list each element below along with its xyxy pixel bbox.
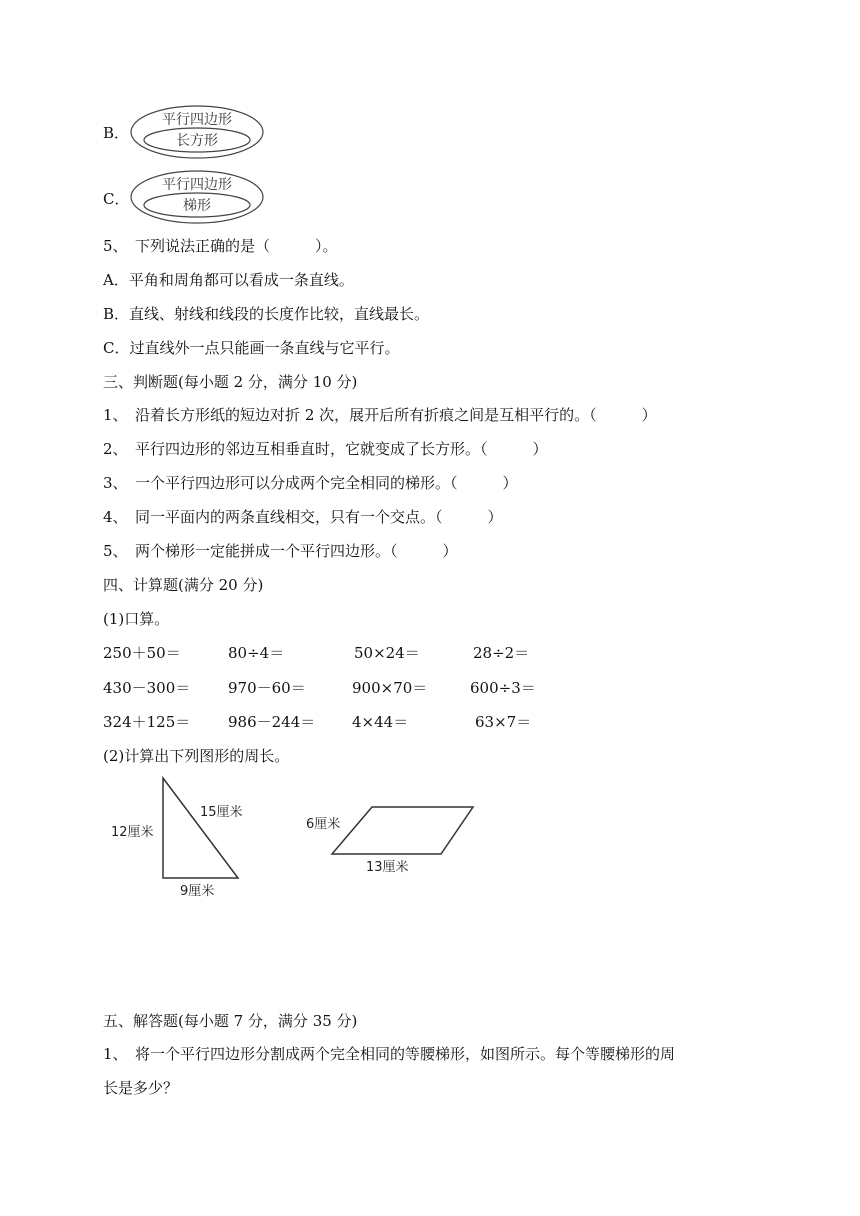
calc-cell: 900×70＝ xyxy=(352,679,428,697)
right-triangle xyxy=(163,778,238,878)
parallelogram xyxy=(332,807,473,854)
section4-title: 四、计算题(满分 20 分) xyxy=(103,576,264,594)
triangle-hyp-label: 15厘米 xyxy=(200,805,243,820)
calc-cell: 28÷2＝ xyxy=(473,644,530,662)
perimeter-figures xyxy=(100,770,500,910)
section3-item-1: 1、 沿着长方形纸的短边对折 2 次，展开后所有折痕之间是互相平行的。（ ） xyxy=(103,406,657,424)
triangle-bottom-label: 9厘米 xyxy=(180,884,215,899)
parallelogram-bottom-label: 13厘米 xyxy=(366,860,409,875)
parallelogram-left-label: 6厘米 xyxy=(306,817,341,832)
calc-cell: 970－60＝ xyxy=(228,679,306,697)
calc-cell: 430－300＝ xyxy=(103,679,191,697)
q5-choice-a: A．平角和周角都可以看成一条直线。 xyxy=(103,271,354,289)
option-b-inner-label: 长方形 xyxy=(176,133,218,149)
calc-cell: 324＋125＝ xyxy=(103,713,191,731)
section5-q1-line2: 长是多少？ xyxy=(103,1079,179,1097)
section3-title: 三、判断题(每小题 2 分，满分 10 分) xyxy=(103,373,358,391)
section3-item-3: 3、 一个平行四边形可以分成两个完全相同的梯形。（ ） xyxy=(103,474,518,492)
section3-item-5: 5、 两个梯形一定能拼成一个平行四边形。（ ） xyxy=(103,542,458,560)
option-b-diagram xyxy=(130,104,266,160)
option-b-letter: B． xyxy=(103,124,130,142)
q5-stem: 5、 下列说法正确的是（ ）。 xyxy=(103,237,338,255)
q5-choice-c: C．过直线外一点只能画一条直线与它平行。 xyxy=(103,339,400,357)
option-b-outer-label: 平行四边形 xyxy=(162,112,232,128)
section4-part1-title: (1)口算。 xyxy=(103,610,170,628)
calc-cell: 986－244＝ xyxy=(228,713,316,731)
section5-q1-line1: 1、 将一个平行四边形分割成两个完全相同的等腰梯形，如图所示。每个等腰梯形的周 xyxy=(103,1045,676,1063)
option-c-diagram xyxy=(130,169,266,225)
calc-cell: 250＋50＝ xyxy=(103,644,181,662)
section5-title: 五、解答题(每小题 7 分，满分 35 分) xyxy=(103,1012,358,1030)
section3-item-4: 4、 同一平面内的两条直线相交，只有一个交点。（ ） xyxy=(103,508,503,526)
calc-cell: 4×44＝ xyxy=(352,713,409,731)
calc-cell: 63×7＝ xyxy=(475,713,532,731)
q5-choice-b: B．直线、射线和线段的长度作比较，直线最长。 xyxy=(103,305,430,323)
calc-cell: 80÷4＝ xyxy=(228,644,285,662)
triangle-left-label: 12厘米 xyxy=(111,825,154,840)
section3-item-2: 2、 平行四边形的邻边互相垂直时，它就变成了长方形。（ ） xyxy=(103,440,548,458)
calc-cell: 600÷3＝ xyxy=(470,679,536,697)
calc-cell: 50×24＝ xyxy=(354,644,420,662)
section4-part2-title: (2)计算出下列图形的周长。 xyxy=(103,747,290,765)
option-c-inner-label: 梯形 xyxy=(183,198,211,214)
option-c-outer-label: 平行四边形 xyxy=(162,177,232,193)
option-c-letter: C． xyxy=(103,190,130,208)
